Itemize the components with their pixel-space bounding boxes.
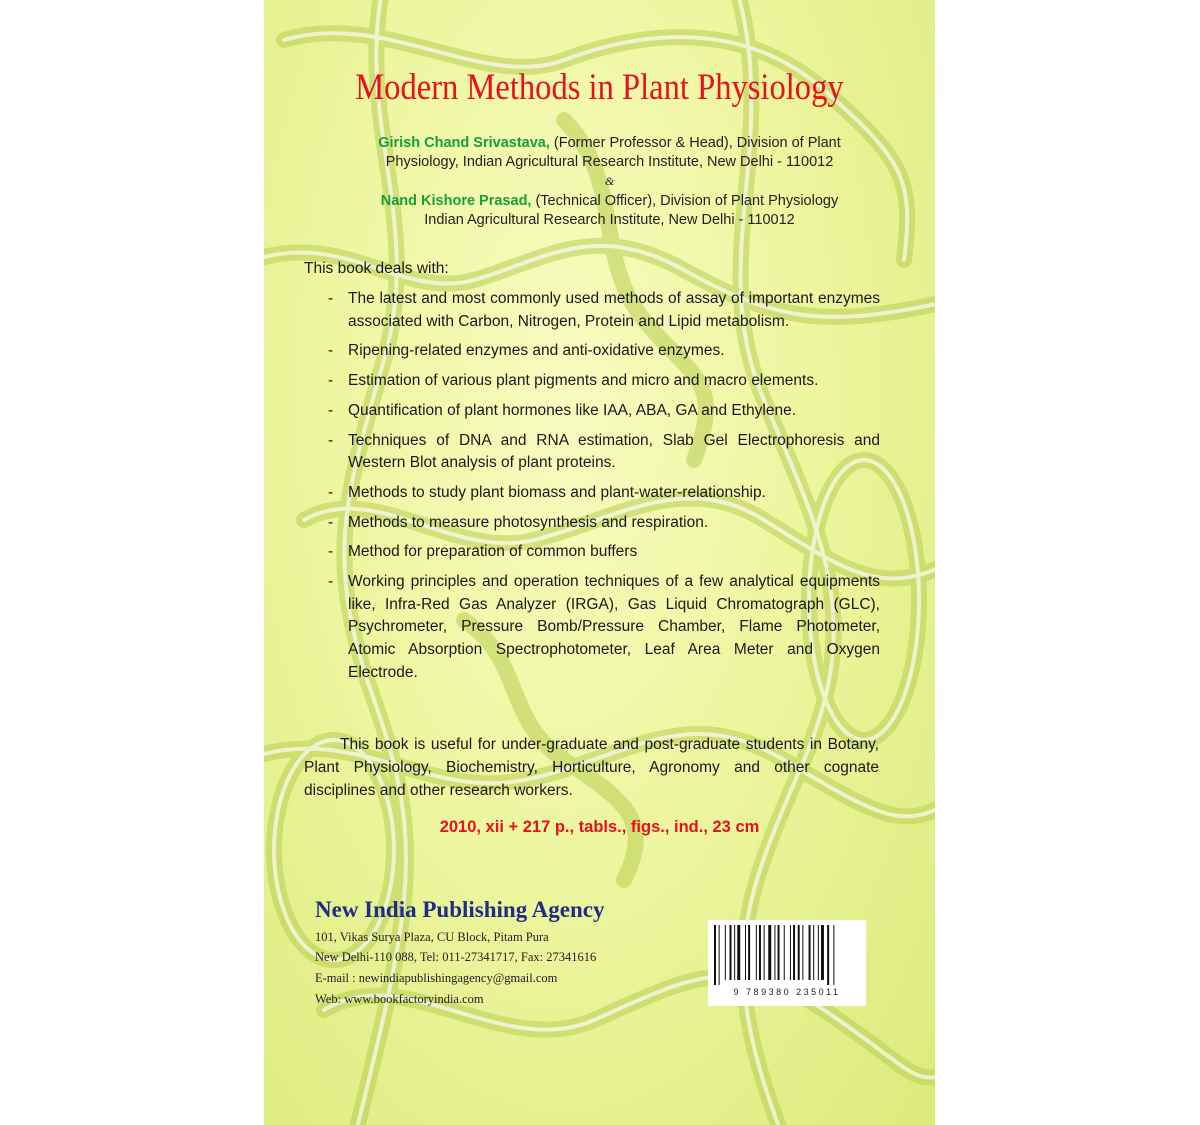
barcode-bar bbox=[748, 925, 750, 980]
list-marker: - bbox=[328, 573, 334, 591]
author-1-role: (Former Professor & Head), Division of Plant bbox=[549, 135, 841, 151]
author-1-affiliation: Physiology, Indian Agricultural Research Institute, New Delhi - 110012 bbox=[385, 154, 834, 170]
list-marker: - bbox=[328, 342, 334, 360]
barcode-bar bbox=[768, 925, 771, 980]
barcode-bar bbox=[790, 925, 791, 980]
list-marker: - bbox=[328, 543, 334, 561]
author-1-name: Girish Chand Srivastava, bbox=[378, 135, 550, 151]
barcode-bar bbox=[818, 925, 819, 980]
list-item-text: Methods to measure photosynthesis and respiration. bbox=[348, 513, 709, 531]
barcode-bar bbox=[784, 925, 785, 980]
audience-paragraph: This book is useful for under-graduate and post-graduate students in Botany, Plant Physiology, Biochemistry, Horticulture, Agronomy and other cognate disciplines and other research workers. bbox=[304, 736, 879, 799]
barcode-bar bbox=[730, 925, 732, 980]
list-item bbox=[328, 482, 880, 505]
list-item-text: Estimation of various plant pigments and micro and macro elements. bbox=[348, 372, 819, 390]
barcode-bar bbox=[725, 925, 726, 980]
publisher-address: 101, Vikas Surya Plaza, CU Block, Pitam Pura bbox=[315, 930, 549, 944]
barcode-digits: 9 789380 235011 bbox=[733, 987, 841, 997]
list-item-text: Working principles and operation techniques of a few analytical equipments like, Infra-Red Gas Analyzer (IRGA), Gas Liquid Chromatograph (GLC), Psychrometer, Pressure Bomb/Pressure Chamber, Flame Photometer, Atomic Absorption Spectrophotometer, Leaf Area Meter and Oxygen Electrode. bbox=[348, 573, 880, 681]
list-marker: - bbox=[328, 513, 334, 531]
bibliographic-details: 2010, xii + 217 p., tabls., figs., ind., 23 cm bbox=[439, 818, 760, 836]
list-item bbox=[328, 400, 880, 423]
author-2-name: Nand Kishore Prasad, bbox=[380, 193, 532, 209]
intro-text: This book deals with: bbox=[304, 260, 449, 277]
author-2-line1 bbox=[284, 192, 935, 211]
author-1 bbox=[284, 134, 935, 172]
book-title: Modern Methods in Plant Physiology bbox=[355, 67, 844, 108]
list-item bbox=[328, 571, 880, 685]
barcode-bar bbox=[833, 925, 834, 985]
list-marker: - bbox=[328, 290, 334, 307]
publisher-email: E-mail : newindiapublishingagency@gmail.com bbox=[315, 971, 558, 985]
list-item bbox=[328, 370, 880, 393]
list-item-text: Techniques of DNA and RNA estimation, Slab Gel Electrophoresis and Western Blot analysis of plant proteins. bbox=[348, 431, 880, 472]
barcode-bar bbox=[734, 925, 735, 980]
barcode-bar bbox=[802, 925, 803, 980]
barcode-bars bbox=[714, 925, 860, 985]
list-item bbox=[328, 340, 880, 363]
list-item-text: Quantification of plant hormones like IAA, ABA, GA and Ethylene. bbox=[348, 401, 797, 419]
barcode-bar bbox=[759, 925, 761, 980]
barcode-bar bbox=[813, 925, 814, 980]
barcode-bar bbox=[756, 925, 757, 980]
list-item bbox=[328, 430, 880, 475]
list-marker: - bbox=[328, 372, 334, 390]
list-item-text: Methods to study plant biomass and plant-water-relationship. bbox=[348, 483, 766, 501]
barcode-bar bbox=[745, 925, 746, 980]
list-item bbox=[328, 512, 880, 535]
list-marker: - bbox=[328, 401, 334, 419]
list-marker: - bbox=[328, 483, 334, 501]
barcode-bar bbox=[793, 925, 795, 980]
publisher-web: Web: www.bookfactoryindia.com bbox=[315, 992, 484, 1006]
list-item bbox=[328, 288, 880, 333]
barcode-bar bbox=[719, 925, 720, 985]
list-item-text: Ripening-related enzymes and anti-oxidative enzymes. bbox=[348, 342, 725, 360]
list-marker: - bbox=[328, 431, 334, 449]
barcode-bar bbox=[737, 925, 740, 980]
barcode-bar bbox=[827, 925, 829, 985]
barcode-bar bbox=[809, 925, 811, 980]
author-2 bbox=[284, 192, 935, 230]
author-separator: & bbox=[604, 174, 615, 188]
list-item-text: Method for preparation of common buffers bbox=[348, 543, 638, 561]
author-2-affiliation: Indian Agricultural Research Institute, New Delhi - 110012 bbox=[424, 212, 795, 228]
barcode-bar bbox=[821, 925, 824, 980]
barcode-bar bbox=[764, 925, 765, 980]
author-1-line1 bbox=[284, 134, 935, 153]
isbn-barcode bbox=[708, 920, 866, 1006]
publisher-name: New India Publishing Agency bbox=[315, 897, 605, 922]
barcode-bar bbox=[714, 925, 716, 985]
barcode-bar bbox=[778, 925, 780, 980]
book-back-cover bbox=[264, 0, 935, 1125]
author-2-role: (Technical Officer), Division of Plant Physiology bbox=[531, 193, 839, 209]
list-item bbox=[328, 541, 880, 564]
topics-list bbox=[328, 288, 880, 692]
list-item-text: The latest and most commonly used methods of assay of important enzymes associated with Carbon, Nitrogen, Protein and Lipid metabolism. bbox=[348, 290, 880, 330]
barcode-bar bbox=[774, 925, 775, 980]
publisher-phone: New Delhi-110 088, Tel: 011-27341717, Fax: 27341616 bbox=[315, 950, 597, 964]
barcode-bar bbox=[798, 925, 800, 980]
